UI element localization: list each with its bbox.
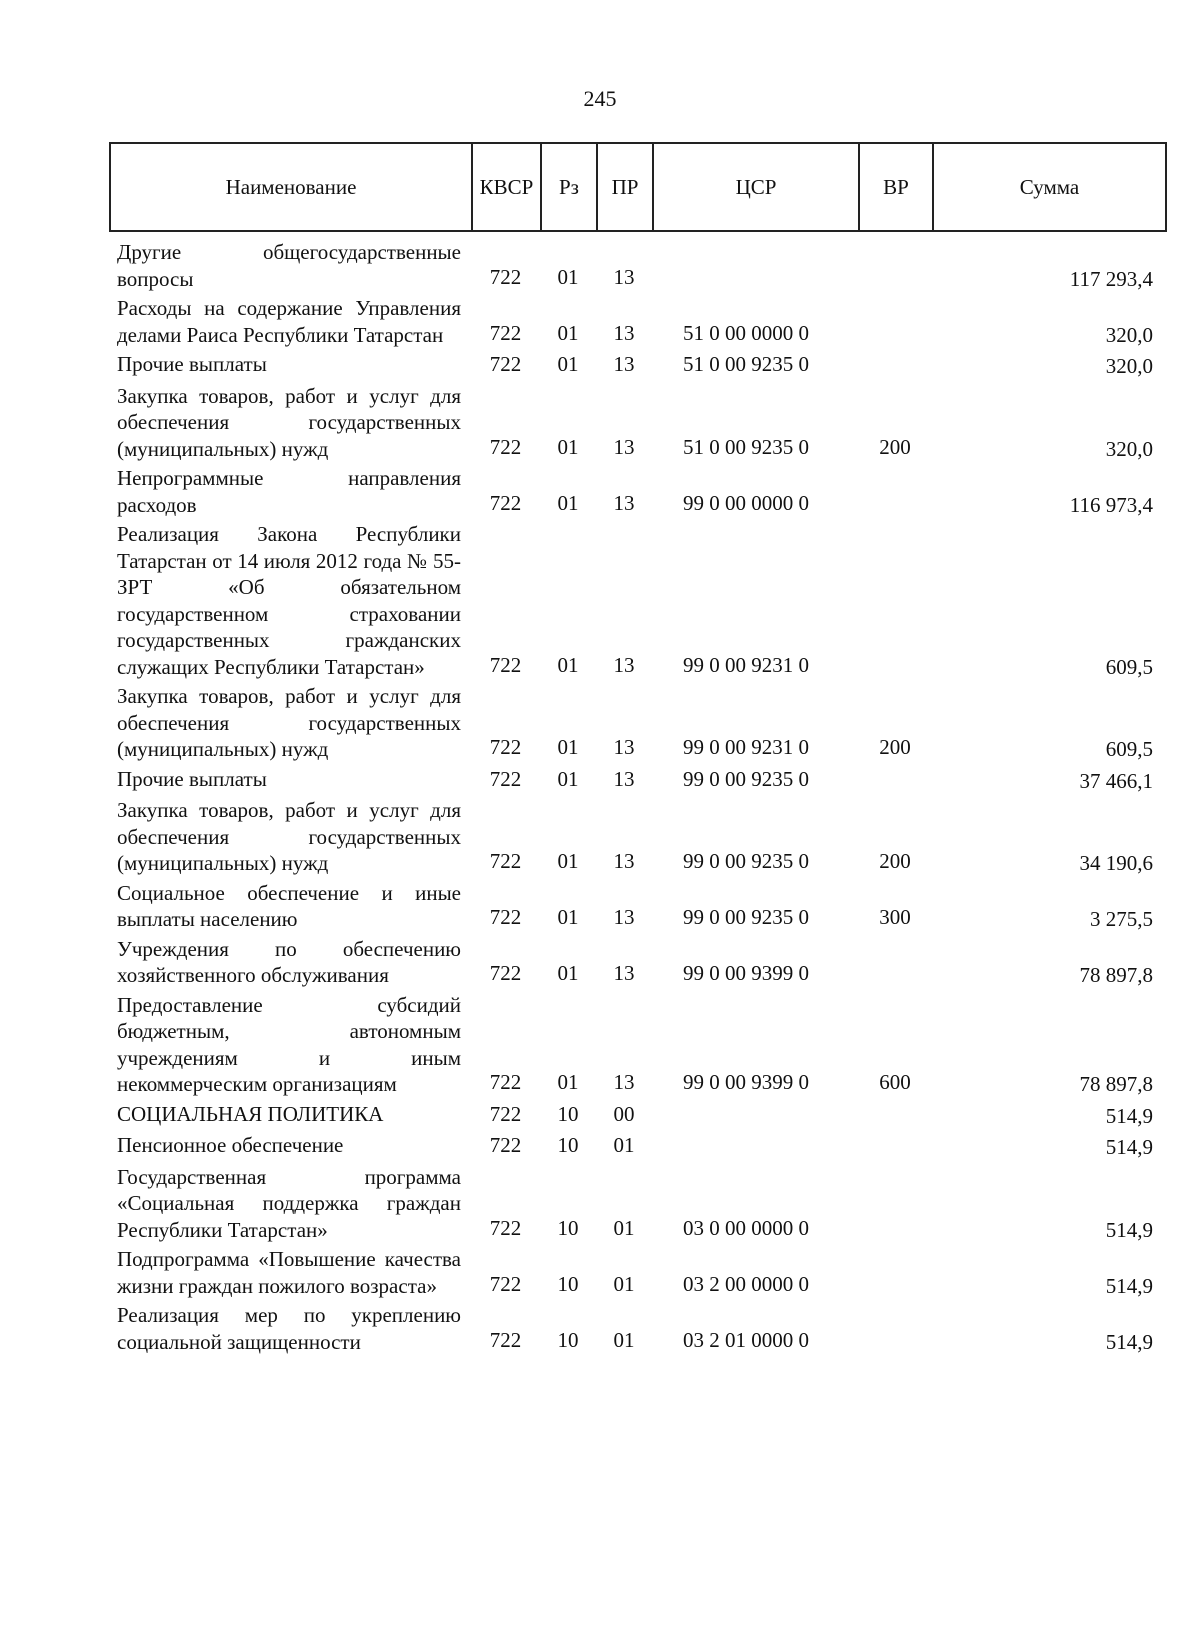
cell-sum: 514,9 xyxy=(1105,1135,1153,1159)
cell-kvsr: 722 xyxy=(489,434,522,459)
cell-csr xyxy=(652,1098,858,1130)
cell-vr xyxy=(858,1161,932,1244)
cell-vr xyxy=(858,1299,932,1355)
cell-vr xyxy=(858,933,932,989)
cell-csr: 99 0 00 0000 0 xyxy=(683,490,809,515)
cell-pr: 13 xyxy=(613,766,635,791)
cell-name: Предоставление субсидий бюджетным, автономным учреждениям и иным некоммерческим организациям xyxy=(117,992,461,1096)
cell-vr: 200 xyxy=(879,434,911,459)
cell-kvsr: 722 xyxy=(489,735,522,759)
cell-sum: 78 897,8 xyxy=(1079,963,1153,987)
header-name: Наименование xyxy=(110,143,472,231)
header-kvsr: КВСР xyxy=(472,143,541,231)
table-row xyxy=(109,518,1165,680)
cell-kvsr: 722 xyxy=(489,320,522,345)
cell-kvsr: 722 xyxy=(489,1133,522,1157)
cell-rz: 10 xyxy=(557,1327,579,1352)
table-row xyxy=(109,933,1165,989)
cell-vr: 300 xyxy=(879,905,911,929)
cell-vr xyxy=(858,1243,932,1299)
cell-name: Закупка товаров, работ и услуг для обеспечения государственных (муниципальных) нужд xyxy=(117,798,461,875)
cell-sum: 117 293,4 xyxy=(1069,266,1153,291)
cell-rz: 01 xyxy=(557,652,579,677)
cell-name: СОЦИАЛЬНАЯ ПОЛИТИКА xyxy=(117,1101,384,1126)
cell-pr: 13 xyxy=(613,434,635,459)
table-row xyxy=(109,380,1165,463)
cell-csr: 51 0 00 9235 0 xyxy=(683,434,809,459)
cell-name: Прочие выплаты xyxy=(117,766,267,791)
cell-pr: 13 xyxy=(613,352,635,376)
cell-pr: 13 xyxy=(613,320,635,345)
cell-name: Закупка товаров, работ и услуг для обеспечения государственных (муниципальных) нужд xyxy=(117,684,461,761)
table-row xyxy=(109,989,1165,1098)
header-pr: ПР xyxy=(597,143,653,231)
cell-vr: 200 xyxy=(879,735,911,759)
cell-pr: 01 xyxy=(613,1327,635,1352)
cell-kvsr: 722 xyxy=(489,1271,522,1296)
cell-kvsr: 722 xyxy=(489,961,522,985)
cell-sum: 609,5 xyxy=(1105,737,1153,761)
cell-rz: 01 xyxy=(557,905,579,929)
cell-rz: 01 xyxy=(557,735,579,759)
cell-vr xyxy=(858,236,932,292)
cell-pr: 01 xyxy=(613,1133,635,1157)
table-row xyxy=(109,763,1165,795)
cell-sum: 78 897,8 xyxy=(1079,1072,1153,1096)
cell-csr: 03 2 00 0000 0 xyxy=(683,1271,809,1296)
table-row xyxy=(109,348,1165,380)
cell-csr: 03 0 00 0000 0 xyxy=(683,1215,809,1240)
cell-kvsr: 722 xyxy=(489,1327,522,1352)
cell-name: Государственная программа «Социальная поддержка граждан Республики Татарстан» xyxy=(117,1164,461,1242)
cell-name: Реализация мер по укреплению социальной защищенности xyxy=(117,1303,461,1354)
table-row xyxy=(109,1161,1165,1244)
cell-name: Социальное обеспечение и иные выплаты населению xyxy=(117,880,461,931)
cell-rz: 01 xyxy=(557,961,579,985)
cell-rz: 01 xyxy=(557,490,579,515)
budget-table xyxy=(109,236,1165,1355)
cell-rz: 10 xyxy=(557,1271,579,1296)
cell-kvsr: 722 xyxy=(489,766,522,791)
cell-kvsr: 722 xyxy=(489,352,522,376)
cell-kvsr: 722 xyxy=(489,1215,522,1240)
cell-sum: 320,0 xyxy=(1105,322,1153,347)
cell-rz: 01 xyxy=(557,320,579,345)
cell-csr: 99 0 00 9235 0 xyxy=(683,905,809,929)
cell-csr xyxy=(652,1129,858,1161)
table-header xyxy=(109,142,1167,232)
cell-rz: 01 xyxy=(557,849,579,873)
cell-pr: 13 xyxy=(613,849,635,873)
cell-pr: 13 xyxy=(613,652,635,677)
header-sum: Сумма xyxy=(933,143,1166,231)
cell-sum: 514,9 xyxy=(1105,1217,1153,1242)
cell-name: Расходы на содержание Управления делами Раиса Республики Татарстан xyxy=(117,296,461,347)
page-number: 245 xyxy=(583,86,617,111)
cell-vr xyxy=(858,1098,932,1130)
cell-sum: 609,5 xyxy=(1105,654,1153,679)
cell-name: Пенсионное обеспечение xyxy=(117,1133,344,1157)
cell-name: Учреждения по обеспечению хозяйственного обслуживания xyxy=(117,936,461,987)
cell-pr: 01 xyxy=(613,1215,635,1240)
cell-csr: 99 0 00 9235 0 xyxy=(683,766,809,791)
cell-csr: 51 0 00 0000 0 xyxy=(683,320,809,345)
cell-name: Прочие выплаты xyxy=(117,352,267,376)
cell-rz: 10 xyxy=(557,1101,579,1126)
cell-kvsr: 722 xyxy=(489,905,522,929)
header-rz: Рз xyxy=(541,143,597,231)
cell-kvsr: 722 xyxy=(489,1070,522,1094)
cell-rz: 01 xyxy=(557,1070,579,1094)
cell-name: Закупка товаров, работ и услуг для обеспечения государственных (муниципальных) нужд xyxy=(117,383,461,461)
cell-vr xyxy=(858,518,932,680)
cell-csr xyxy=(652,236,858,292)
cell-csr: 99 0 00 9231 0 xyxy=(683,735,809,759)
cell-csr: 99 0 00 9235 0 xyxy=(683,849,809,873)
cell-kvsr: 722 xyxy=(489,264,522,289)
cell-vr xyxy=(858,763,932,795)
cell-name: Непрограммные направления расходов xyxy=(117,466,461,517)
cell-pr: 00 xyxy=(613,1101,635,1126)
cell-pr: 13 xyxy=(613,1070,635,1094)
cell-vr: 600 xyxy=(879,1070,911,1094)
cell-csr: 99 0 00 9399 0 xyxy=(683,961,809,985)
cell-csr: 99 0 00 9399 0 xyxy=(683,1070,809,1094)
cell-name: Реализация Закона Республики Татарстан от 14 июля 2012 года № 55-ЗРТ «Об обязательном государственном страховании государственных гражданских служащих Республики Татарстан» xyxy=(117,522,461,679)
cell-sum: 514,9 xyxy=(1105,1329,1153,1354)
cell-kvsr: 722 xyxy=(489,1101,522,1126)
cell-sum: 34 190,6 xyxy=(1079,851,1153,875)
table-row xyxy=(109,292,1165,348)
cell-csr: 99 0 00 9231 0 xyxy=(683,652,809,677)
cell-sum: 116 973,4 xyxy=(1069,492,1153,517)
cell-vr xyxy=(858,462,932,518)
cell-sum: 320,0 xyxy=(1105,354,1153,378)
cell-vr xyxy=(858,292,932,348)
cell-kvsr: 722 xyxy=(489,490,522,515)
cell-rz: 10 xyxy=(557,1215,579,1240)
cell-vr xyxy=(858,348,932,380)
table-row xyxy=(109,1129,1165,1161)
cell-rz: 01 xyxy=(557,352,579,376)
cell-sum: 37 466,1 xyxy=(1079,768,1153,793)
cell-sum: 514,9 xyxy=(1105,1103,1153,1128)
table-row xyxy=(109,236,1165,292)
cell-pr: 01 xyxy=(613,1271,635,1296)
cell-pr: 13 xyxy=(613,961,635,985)
table-row xyxy=(109,1098,1165,1130)
cell-pr: 13 xyxy=(613,735,635,759)
cell-rz: 01 xyxy=(557,434,579,459)
cell-vr xyxy=(858,1129,932,1161)
cell-pr: 13 xyxy=(613,905,635,929)
cell-csr: 51 0 00 9235 0 xyxy=(683,352,809,376)
table-row xyxy=(109,680,1165,763)
cell-sum: 320,0 xyxy=(1105,436,1153,461)
cell-name: Другие общегосударственные вопросы xyxy=(117,240,461,291)
cell-sum: 3 275,5 xyxy=(1090,907,1153,931)
cell-sum: 514,9 xyxy=(1105,1273,1153,1298)
header-csr: ЦСР xyxy=(653,143,859,231)
cell-kvsr: 722 xyxy=(489,652,522,677)
cell-name: Подпрограмма «Повышение качества жизни граждан пожилого возраста» xyxy=(117,1247,461,1298)
cell-csr: 03 2 01 0000 0 xyxy=(683,1327,809,1352)
header-vr: ВР xyxy=(859,143,933,231)
table-row xyxy=(109,1243,1165,1299)
table-row xyxy=(109,794,1165,877)
cell-pr: 13 xyxy=(613,264,635,289)
cell-rz: 01 xyxy=(557,264,579,289)
table-row xyxy=(109,877,1165,933)
cell-rz: 01 xyxy=(557,766,579,791)
table-body xyxy=(109,236,1165,1355)
table-row xyxy=(109,1299,1165,1355)
cell-vr: 200 xyxy=(879,849,911,873)
table-row xyxy=(109,462,1165,518)
cell-pr: 13 xyxy=(613,490,635,515)
cell-rz: 10 xyxy=(557,1133,579,1157)
cell-kvsr: 722 xyxy=(489,849,522,873)
